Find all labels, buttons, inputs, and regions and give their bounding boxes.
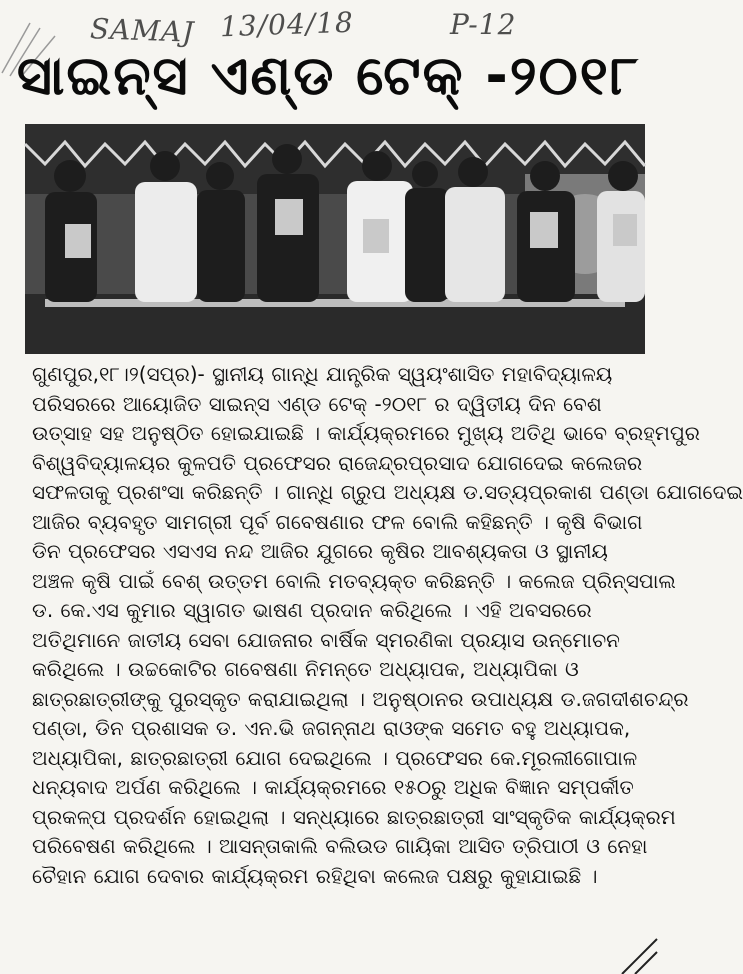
article-line-1: ଗୁଣପୁର,୧୮।୨(ସପ୍ର)- ସ୍ଥାନୀୟ ଗାନ୍ଧି ଯାନ୍ତ୍ରିକ ସ୍ୱୟଂଶାସିତ ମହାବିଦ୍ୟାଳୟ <box>32 362 613 386</box>
article-line-4: ବିଶ୍ୱବିଦ୍ୟାଳୟର କୁଳପତି ପ୍ରଫେସର ରାଜେନ୍ଦ୍ରପ୍ରସାଦ ଯୋଗଦେଇ କଲେଜର <box>32 450 643 475</box>
handwritten-source: SAMAJ <box>89 12 196 49</box>
article-line-7: ଡିନ ପ୍ରଫେସର ଏସଏସ ନନ୍ଦ ଆଜିର ଯୁଗରେ କୃଷିର ଆବଶ୍ୟକତା ଓ ସ୍ଥାନୀୟ <box>32 539 608 563</box>
scan-corner-mark <box>617 934 657 974</box>
event-photo <box>25 124 645 354</box>
headline: ସାଇନ୍ସ ଏଣ୍ଡ ଟେକ୍ -୨୦୧୮ <box>16 44 641 107</box>
article-line-13: ପଣ୍ଡା, ଡିନ ପ୍ରଶାସକ ଡ. ଏନ.ଭି ଜଗନ୍ନାଥ ରାଓଙ୍କ ସମେତ ବହୁ ଅଧ୍ୟାପକ, <box>32 716 631 740</box>
article-line-9: ଡ. କେ.ଏସ କୁମାର ସ୍ୱାଗତ ଭାଷଣ ପ୍ରଦାନ କରିଥିଲେ । ଏହି ଅବସରରେ <box>32 598 592 622</box>
article-line-3: ଉତ୍ସାହ ସହ ଅନୁଷ୍ଠିତ ହୋଇଯାଇଛି । କାର୍ଯ୍ୟକ୍ରମରେ ମୁଖ୍ୟ ଅତିଥି ଭାବେ ବ୍ରହ୍ମପୁର <box>32 421 700 445</box>
handwritten-date: 13/04/18 <box>219 5 355 44</box>
handwritten-note <box>89 5 610 49</box>
article-line-12: ଛାତ୍ରଛାତ୍ରୀଙ୍କୁ ପୁରସ୍କୃତ କରାଯାଇଥିଲା । ଅନୁଷ୍ଠାନର ଉପାଧ୍ୟକ୍ଷ ଡ.ଜଗଦୀଶଚନ୍ଦ୍ର <box>32 686 689 711</box>
article-line-14: ଅଧ୍ୟାପିକା, ଛାତ୍ରଛାତ୍ରୀ ଯୋଗ ଦେଇଥିଲେ । ପ୍ରଫେସର କେ.ମୂରଲୀଗୋପାଳ <box>32 745 638 770</box>
handwritten-page: P-12 <box>450 8 517 41</box>
event-photo-graphic <box>25 124 645 354</box>
article-line-17: ପରିବେଷଣ କରିଥିଲେ । ଆସନ୍ତାକାଲି ବଲିଉଡ ଗାୟିକା ଆସିତ ତ୍ରିପାଠୀ ଓ ନେହା <box>32 834 648 858</box>
article-line-2: ପରିସରରେ ଆୟୋଜିତ ସାଇନ୍ସ ଏଣ୍ଡ ଟେକ୍ -୨୦୧୮ ର ଦ୍ୱିତୀୟ ଦିନ ବେଶ <box>32 391 602 416</box>
article-body <box>32 360 743 891</box>
article-line-6: ଆଜିର ବ୍ୟବହୃତ ସାମଗ୍ରୀ ପୂର୍ବ ଗବେଷଣାର ଫଳ ବୋଲି କହିଛନ୍ତି । କୃଷି ବିଭାଗ <box>32 509 643 534</box>
article-line-8: ଅଞ୍ଚଳ କୃଷି ପାଇଁ ବେଶ୍ ଉତ୍ତମ ବୋଲି ମତବ୍ୟକ୍ତ କରିଛନ୍ତି । କଲେଜ ପ୍ରିନ୍ସପାଲ <box>32 568 676 593</box>
article-line-11: କରିଥିଲେ । ଉଚ୍ଚକୋଟିର ଗବେଷଣା ନିମନ୍ତେ ଅଧ୍ୟାପକ, ଅଧ୍ୟାପିକା ଓ <box>32 657 579 681</box>
article-line-15: ଧନ୍ୟବାଦ ଅର୍ପଣ କରିଥିଲେ । କାର୍ଯ୍ୟକ୍ରମରେ ୧୫୦ରୁ ଅଧିକ ବିଜ୍ଞାନ ସମ୍ପର୍କୀତ <box>32 775 634 799</box>
article-line-10: ଅତିଥିମାନେ ଜାତୀୟ ସେବା ଯୋଜନାର ବାର୍ଷିକ ସ୍ମରଣିକା ପ୍ରୟାସ ଉନ୍ମୋଚନ <box>32 627 620 652</box>
article-line-16: ପ୍ରକଳ୍ପ ପ୍ରଦର୍ଶନ ହୋଇଥିଲା । ସନ୍ଧ୍ୟାରେ ଛାତ୍ରଛାତ୍ରୀ ସାଂସ୍କୃତିକ କାର୍ଯ୍ୟକ୍ରମ <box>32 804 676 829</box>
article-line-5: ସଫଳତାକୁ ପ୍ରଶଂସା କରିଛନ୍ତି । ଗାନ୍ଧି ଗ୍ରୁପ ଅଧ୍ୟକ୍ଷ ଡ.ସତ୍ୟପ୍ରକାଶ ପଣ୍ଡା ଯୋଗଦେଇ <box>32 480 743 504</box>
article-line-18: ଚୈହାନ ଯୋଗ ଦେବାର କାର୍ଯ୍ୟକ୍ରମ ରହିଥିବା କଲେଜ ପକ୍ଷରୁ କୁହାଯାଇଛି । <box>32 863 598 888</box>
